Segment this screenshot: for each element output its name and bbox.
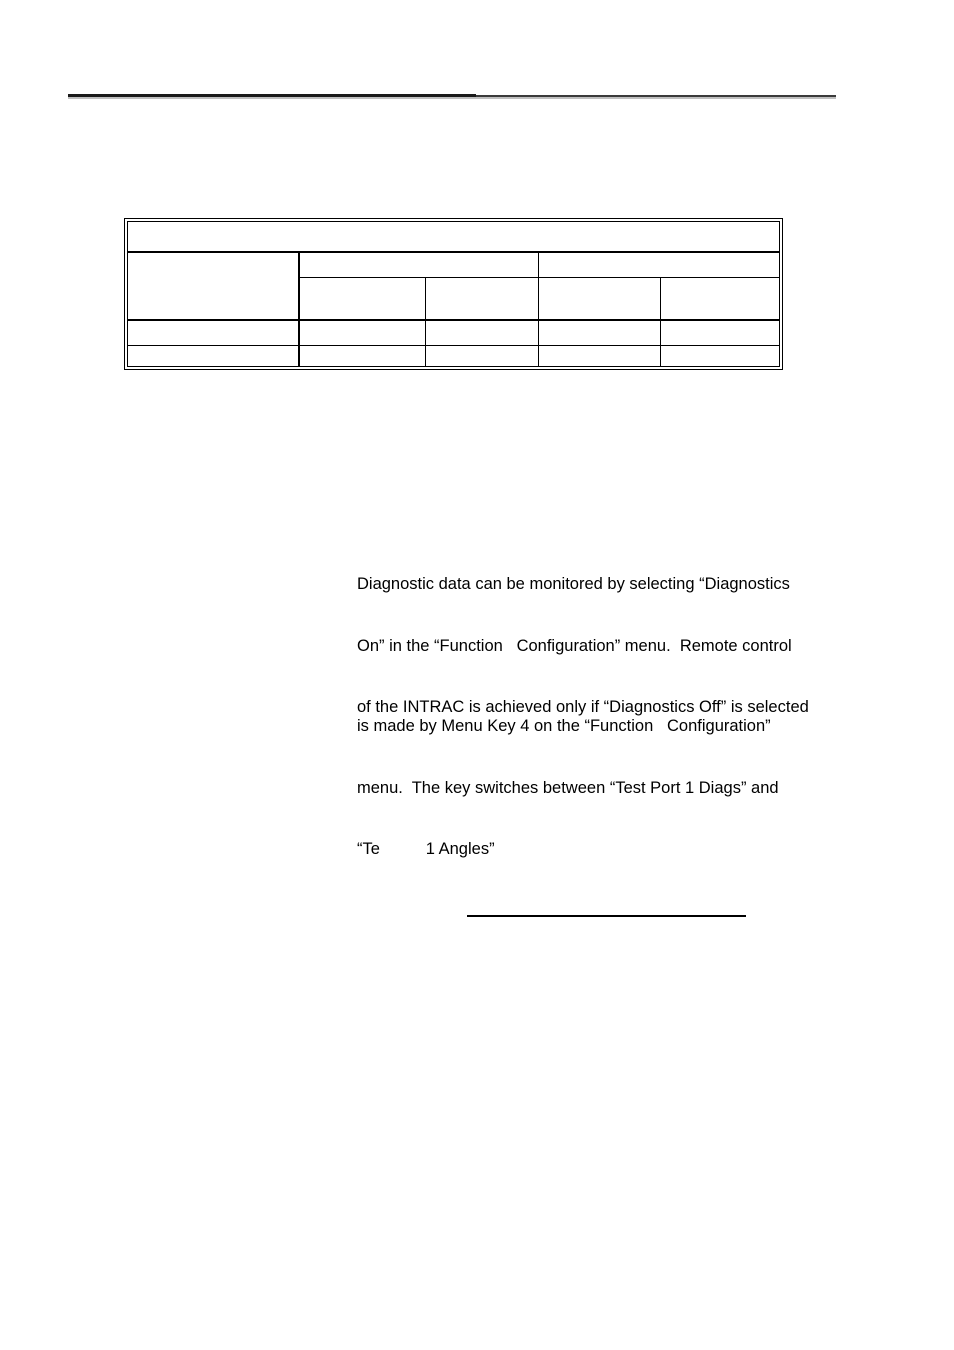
header-rule-dark-segment bbox=[68, 94, 476, 97]
horizontal-rule bbox=[467, 915, 746, 917]
table-col-divider-2 bbox=[425, 278, 426, 367]
spec-table bbox=[124, 218, 783, 370]
table-row-divider bbox=[127, 345, 780, 346]
header-rule-right-segment bbox=[476, 95, 836, 97]
table-col-divider-3 bbox=[538, 252, 539, 367]
table-group-header-divider bbox=[299, 277, 780, 278]
menu-key-paragraph-line-1: is made by Menu Key 4 on the “Function Configuration” bbox=[357, 717, 771, 735]
diagnostics-paragraph-line-3: of the INTRAC is achieved only if “Diagnostics Off” is selected bbox=[357, 698, 809, 716]
menu-key-paragraph-line-2: menu. The key switches between “Test Port 1 Diags” and bbox=[357, 778, 779, 797]
table-title-row-divider bbox=[127, 251, 780, 253]
table-col-divider-4 bbox=[660, 278, 661, 367]
table-col-divider-1 bbox=[298, 252, 300, 367]
table-header-divider bbox=[127, 319, 780, 321]
diagnostics-paragraph-line-2: On” in the “Function Configuration” menu. Remote control bbox=[357, 636, 792, 655]
menu-key-paragraph bbox=[357, 675, 847, 901]
menu-key-paragraph-line-3: “Te 1 Angles” bbox=[357, 840, 495, 858]
diagnostics-paragraph-line-1: Diagnostic data can be monitored by selecting “Diagnostics bbox=[357, 575, 790, 593]
